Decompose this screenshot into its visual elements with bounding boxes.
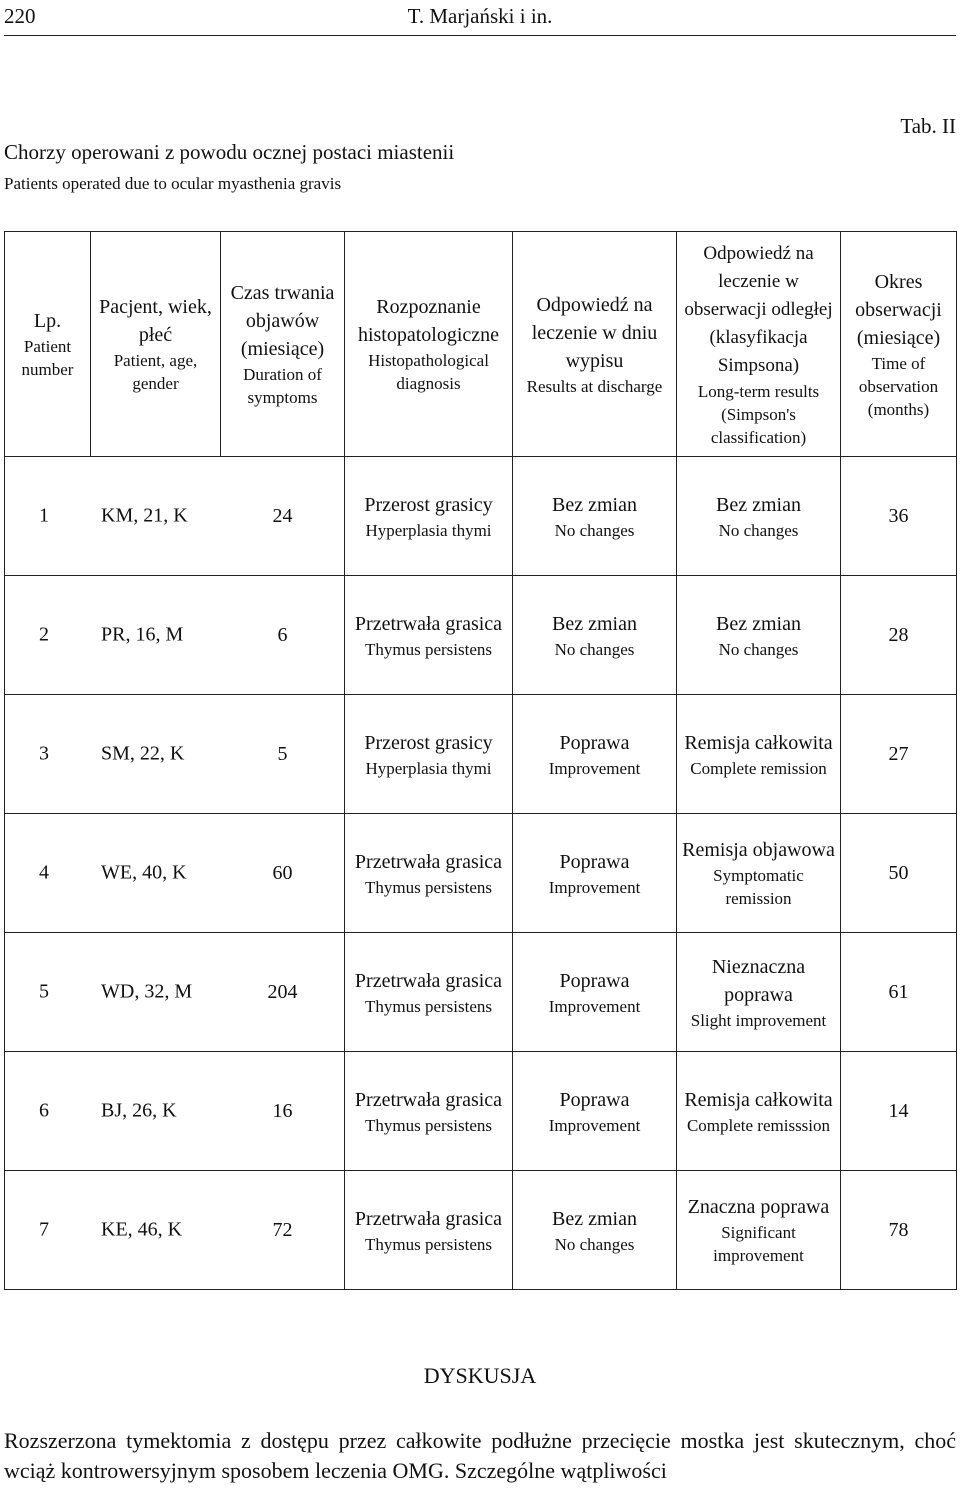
cell-diagnosis [345, 457, 513, 576]
col-header-en: Long-term results (Simpson's classification) [697, 381, 820, 447]
cell-duration: 5 [221, 695, 345, 814]
cell-observation: 36 [841, 457, 957, 576]
diagnosis-en: Thymus persistens [364, 639, 493, 659]
cell-long-term [677, 457, 841, 576]
header-divider [4, 35, 956, 36]
cell-duration: 72 [221, 1171, 345, 1290]
col-header-pl: Rozpoznanie histopatologiczne [357, 296, 500, 346]
cell-diagnosis [345, 933, 513, 1052]
col-header-number [5, 232, 91, 457]
col-header-en: Duration of symptoms [243, 365, 322, 407]
col-header-pl: Czas trwania objawów (miesiące) [230, 282, 335, 360]
cell-discharge [513, 1171, 677, 1290]
col-header-en: Patient, age, gender [113, 351, 198, 393]
diagnosis-en: Thymus persistens [364, 877, 493, 897]
col-header-en: Patient number [21, 337, 74, 379]
diagnosis-en: Thymus persistens [364, 996, 493, 1016]
running-header [4, 4, 956, 28]
table-body [5, 457, 957, 1290]
cell-duration: 6 [221, 576, 345, 695]
col-header-diagnosis [345, 232, 513, 457]
cell-number-patient [5, 1171, 221, 1290]
col-header-en: Histopathological diagnosis [368, 351, 489, 393]
diagnosis-pl: Przetrwała grasica [354, 969, 503, 992]
diagnosis-pl: Przerost grasicy [364, 493, 493, 516]
col-header-pl: Pacjent, wiek, płeć [99, 296, 212, 346]
col-header-pl: Lp. [33, 310, 62, 332]
table-row [5, 576, 957, 695]
cell-discharge [513, 695, 677, 814]
cell-observation: 28 [841, 576, 957, 695]
table-row [5, 1171, 957, 1290]
discharge-en: Improvement [548, 877, 641, 897]
col-header-pl: Okres obserwacji (miesiące) [855, 270, 942, 349]
cell-discharge [513, 457, 677, 576]
discharge-en: Improvement [548, 1115, 641, 1135]
cell-diagnosis [345, 814, 513, 933]
long-term-en: Complete remisssion [686, 1115, 831, 1135]
page-number: 220 [4, 4, 36, 28]
col-header-pl: Odpowiedź na leczenie w dniu wypisu [531, 293, 658, 372]
patient-info: KE, 46, K [101, 1218, 183, 1241]
col-header-duration [221, 232, 345, 457]
long-term-en: Significant improvement [713, 1223, 804, 1265]
discharge-pl: Bez zmian [552, 612, 637, 635]
patient-info: PR, 16, M [101, 623, 184, 646]
long-term-en: Symptomatic remission [713, 866, 804, 908]
cell-diagnosis [345, 1052, 513, 1171]
long-term-en: No changes [718, 639, 799, 659]
long-term-pl: Bez zmian [716, 612, 801, 635]
patient-number: 7 [39, 1218, 49, 1241]
col-header-en: Results at discharge [526, 376, 663, 396]
discharge-en: No changes [554, 1234, 635, 1254]
long-term-pl: Nieznaczna poprawa [711, 955, 806, 1006]
discharge-pl: Poprawa [559, 1088, 630, 1111]
table-title-english: Patients operated due to ocular myasthenia gravis [4, 174, 342, 193]
patient-number: 4 [39, 861, 49, 884]
cell-observation: 78 [841, 1171, 957, 1290]
col-header-pl: Odpowiedź na leczenie w obserwacji odległej (klasyfikacja Simpsona) [684, 242, 833, 376]
col-header-patient [91, 232, 221, 457]
discharge-en: No changes [554, 639, 635, 659]
cell-observation: 50 [841, 814, 957, 933]
cell-number-patient [5, 457, 221, 576]
cell-observation: 61 [841, 933, 957, 1052]
table-label: Tab. II [900, 114, 956, 138]
cell-observation: 14 [841, 1052, 957, 1171]
section-heading-discussion: DYSKUSJA [423, 1363, 537, 1388]
diagnosis-en: Hyperplasia thymi [365, 520, 492, 540]
cell-number-patient [5, 933, 221, 1052]
patient-info: WD, 32, M [101, 980, 193, 1003]
patient-info: KM, 21, K [101, 504, 188, 527]
diagnosis-pl: Przerost grasicy [364, 731, 493, 754]
cell-long-term [677, 933, 841, 1052]
patient-info: BJ, 26, K [101, 1099, 177, 1122]
table-title-polish: Chorzy operowani z powodu ocznej postaci miastenii [4, 140, 455, 164]
cell-duration: 16 [221, 1052, 345, 1171]
discharge-en: Improvement [548, 996, 641, 1016]
diagnosis-pl: Przetrwała grasica [354, 612, 503, 635]
patient-info: WE, 40, K [101, 861, 187, 884]
table-row [5, 1052, 957, 1171]
discharge-pl: Poprawa [559, 731, 630, 754]
cell-number-patient [5, 1052, 221, 1171]
cell-number-patient [5, 695, 221, 814]
diagnosis-pl: Przetrwała grasica [354, 1088, 503, 1111]
patient-number: 5 [39, 980, 49, 1003]
discharge-pl: Bez zmian [552, 493, 637, 516]
col-header-observation [841, 232, 957, 457]
col-header-discharge [513, 232, 677, 457]
cell-diagnosis [345, 576, 513, 695]
patients-table [4, 231, 957, 1290]
cell-duration: 24 [221, 457, 345, 576]
cell-long-term [677, 1171, 841, 1290]
patient-number: 6 [39, 1099, 49, 1122]
diagnosis-pl: Przetrwała grasica [354, 1207, 503, 1230]
cell-diagnosis [345, 1171, 513, 1290]
col-header-en: Time of observation (months) [858, 353, 939, 419]
cell-long-term [677, 814, 841, 933]
cell-discharge [513, 814, 677, 933]
discussion-paragraph: Rozszerzona tymektomia z dostępu przez całkowite podłużne przecięcie mostka jest skutecznym, choć wciąż kontrowersyjnym sposobem leczenia OMG. Szczególne wątpliwości [4, 1428, 956, 1483]
long-term-pl: Remisja całkowita [684, 1088, 833, 1111]
cell-discharge [513, 576, 677, 695]
cell-number-patient [5, 576, 221, 695]
col-header-long-term [677, 232, 841, 457]
diagnosis-en: Thymus persistens [364, 1234, 493, 1254]
diagnosis-en: Thymus persistens [364, 1115, 493, 1135]
discharge-pl: Bez zmian [552, 1207, 637, 1230]
cell-diagnosis [345, 695, 513, 814]
cell-number-patient [5, 814, 221, 933]
long-term-pl: Bez zmian [716, 493, 801, 516]
diagnosis-pl: Przetrwała grasica [354, 850, 503, 873]
long-term-pl: Remisja całkowita [684, 731, 833, 754]
patient-number: 3 [39, 742, 49, 765]
cell-long-term [677, 576, 841, 695]
discharge-en: No changes [554, 520, 635, 540]
long-term-pl: Remisja objawowa [682, 839, 835, 861]
table-row [5, 457, 957, 576]
cell-discharge [513, 1052, 677, 1171]
long-term-en: Complete remission [690, 758, 827, 778]
discharge-pl: Poprawa [559, 850, 630, 873]
table-row [5, 814, 957, 933]
discharge-pl: Poprawa [559, 969, 630, 992]
table-row [5, 695, 957, 814]
patient-info: SM, 22, K [101, 742, 185, 765]
table-row [5, 933, 957, 1052]
long-term-pl: Znaczna poprawa [687, 1196, 830, 1218]
diagnosis-en: Hyperplasia thymi [365, 758, 492, 778]
patient-number: 1 [39, 504, 49, 527]
patient-number: 2 [39, 623, 49, 646]
cell-discharge [513, 933, 677, 1052]
cell-duration: 60 [221, 814, 345, 933]
long-term-en: No changes [718, 520, 799, 540]
discharge-en: Improvement [548, 758, 641, 778]
cell-duration: 204 [221, 933, 345, 1052]
cell-long-term [677, 695, 841, 814]
running-head-authors: T. Marjański i in. [407, 4, 553, 28]
long-term-en: Slight improvement [690, 1010, 827, 1030]
cell-observation: 27 [841, 695, 957, 814]
cell-long-term [677, 1052, 841, 1171]
table-header-row [5, 232, 957, 457]
